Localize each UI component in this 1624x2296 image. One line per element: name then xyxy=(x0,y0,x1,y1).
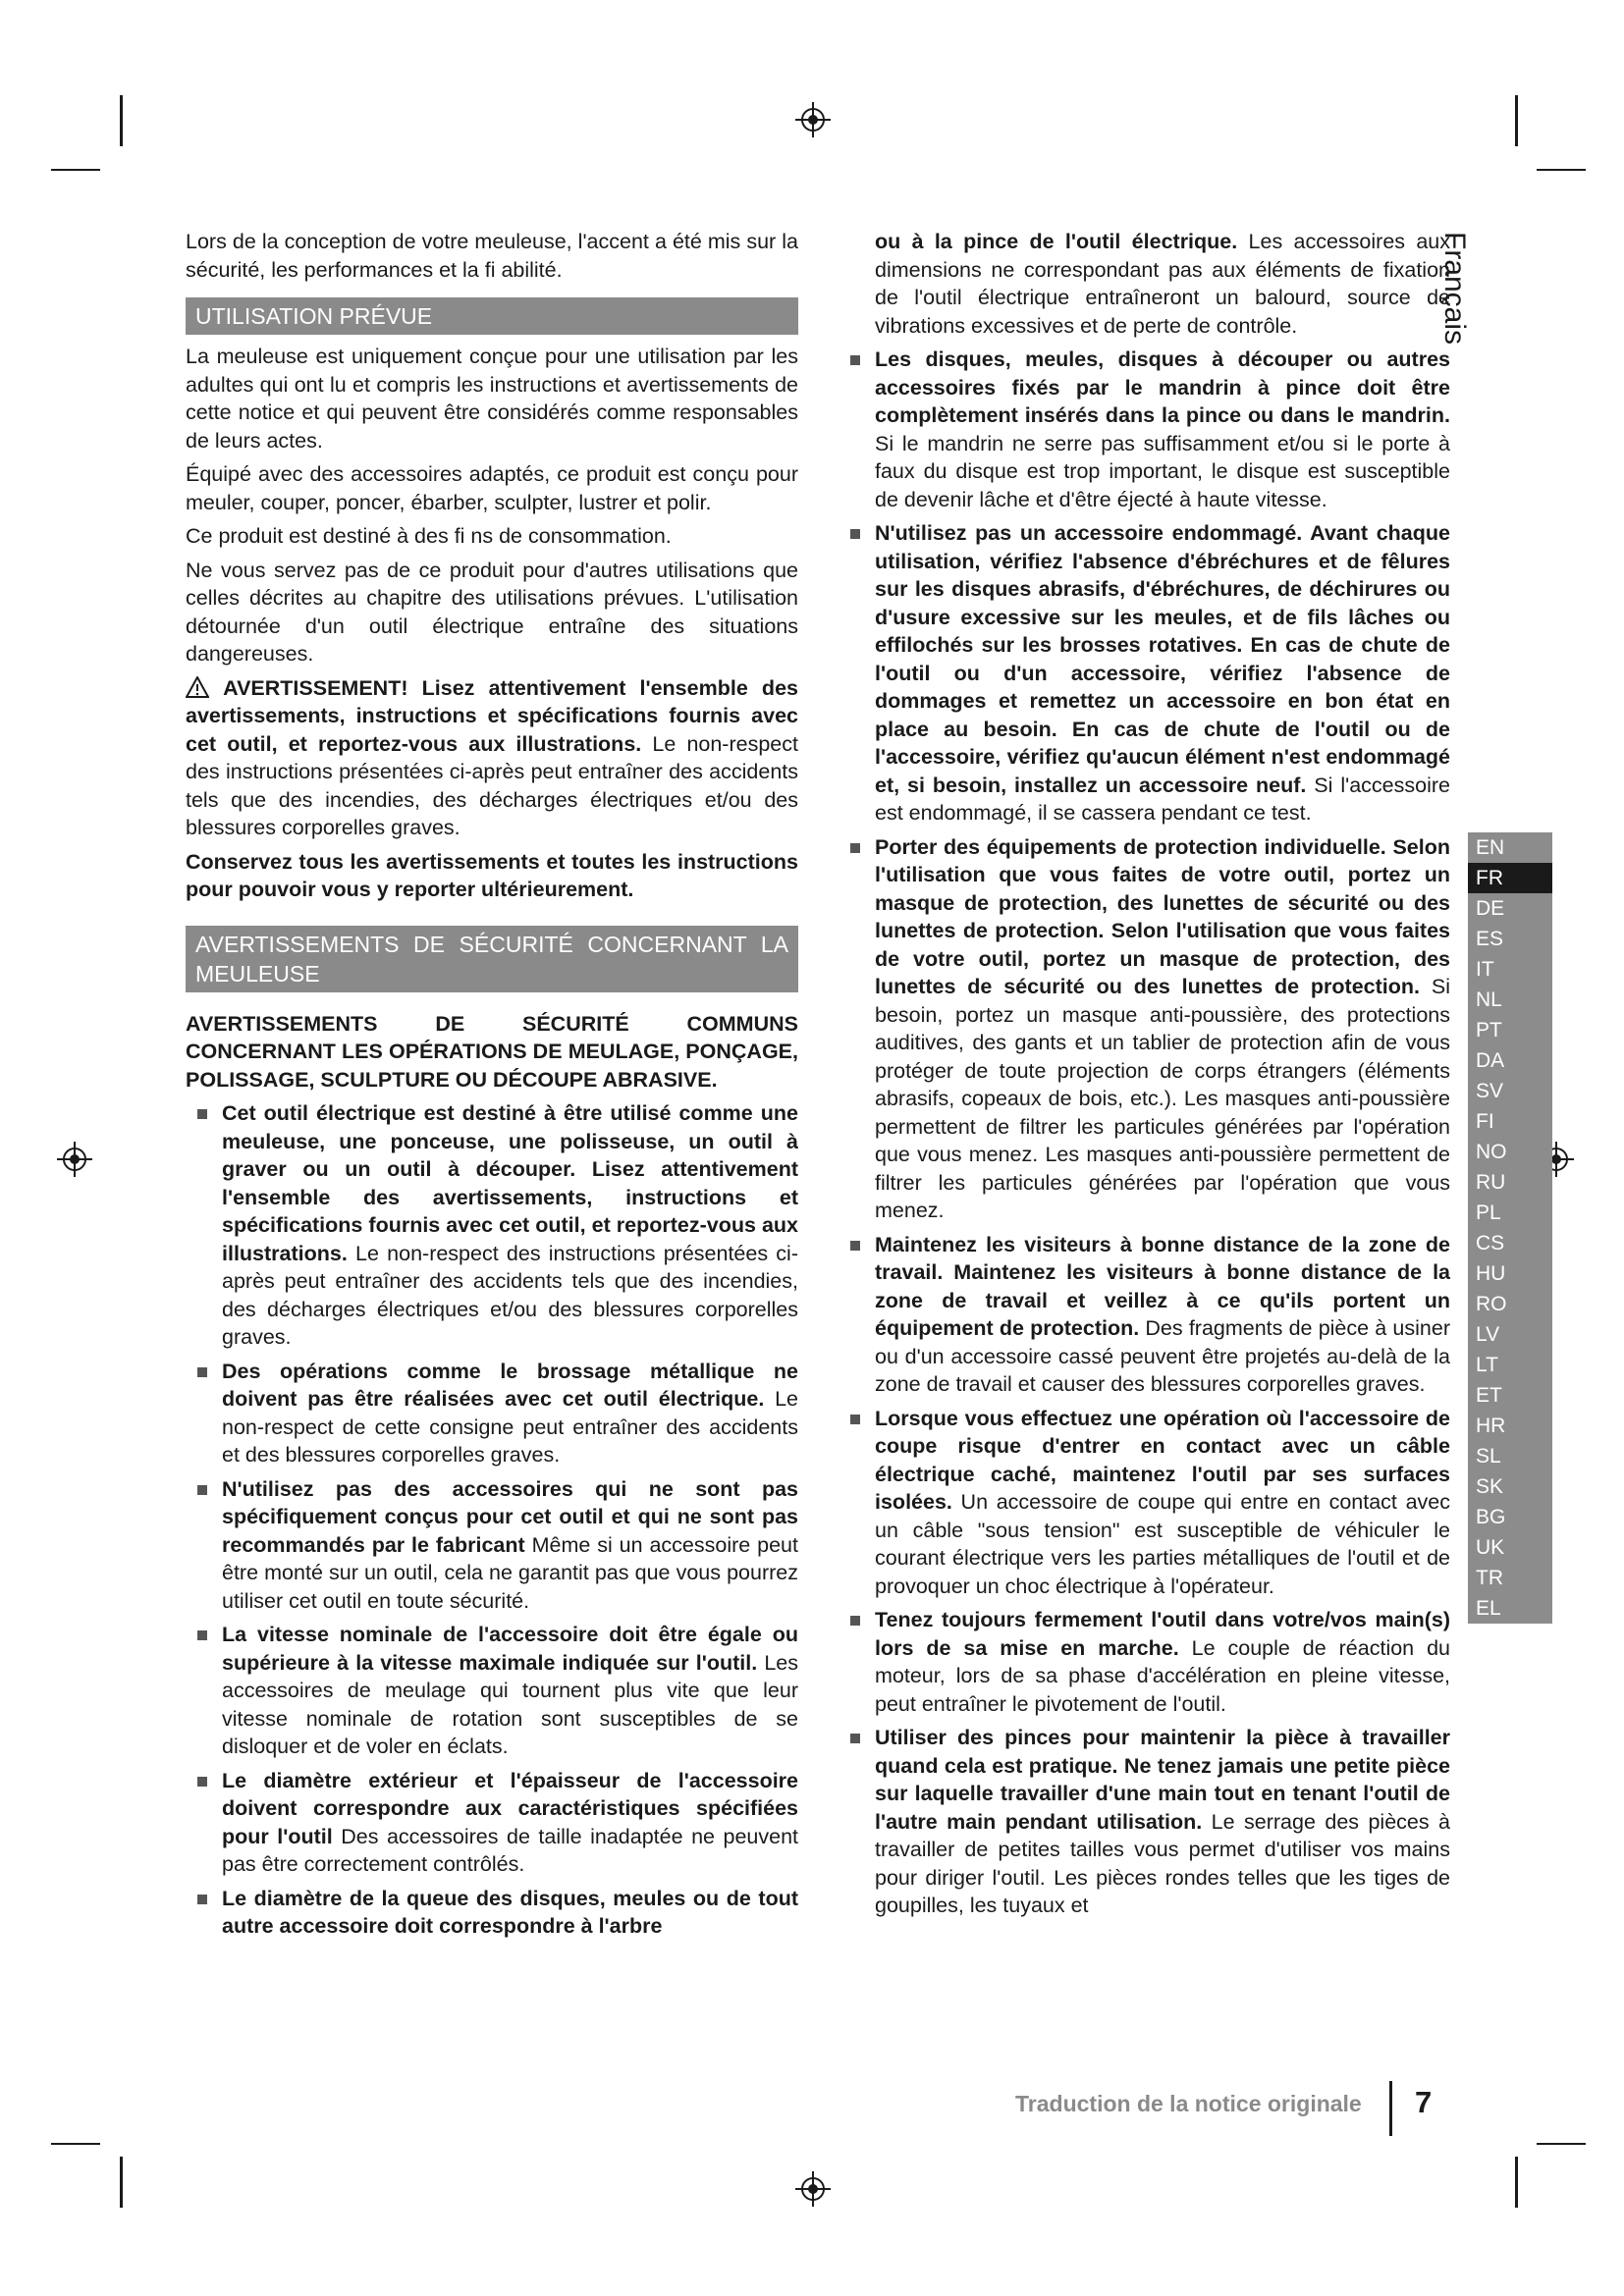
warning-bold: AVERTISSEMENT! Lisez attentivement l'ensemble des avertissements, instructions et spécifications fournis avec cet outil, et reportez-vous aux illustrations. xyxy=(186,675,798,756)
language-tab-bg: BG xyxy=(1468,1502,1552,1532)
bullet-text: Le non-respect des instructions présentées ci-après peut entraîner des accidents tels que des incendies, des décharges électriques et/ou des blessures corporelles graves. xyxy=(222,1241,798,1349)
bullet-bold: Utiliser des pinces pour maintenir la pièce à travailler quand cela est pratique. Ne tenez jamais une petite pièce sur laquelle travailler d'une main tout en tenant l'outil de l'autre main pendant utilisation. xyxy=(875,1726,1450,1834)
language-tab-sk: SK xyxy=(1468,1471,1552,1502)
body-paragraph: Ce produit est destiné à des fi ns de consommation. xyxy=(186,524,672,548)
body-paragraph: Équipé avec des accessoires adaptés, ce produit est conçu pour meuler, couper, poncer, ébarber, sculpter, lustrer et polir. xyxy=(186,462,798,514)
language-tab-ro: RO xyxy=(1468,1289,1552,1319)
bullet-square-icon xyxy=(197,1367,207,1377)
conserve-paragraph xyxy=(186,848,798,904)
language-tab-pl: PL xyxy=(1468,1198,1552,1228)
bullet-item xyxy=(186,1475,798,1616)
common-warnings-heading xyxy=(186,1010,798,1095)
bullet-item xyxy=(839,1405,1450,1601)
continued-text: Les accessoires aux dimensions ne correspondant pas aux éléments de fixation de l'outil électrique entraîneront un balourd, source de vibrations excessives et de perte de contrôle. xyxy=(875,230,1450,338)
bullet-square-icon xyxy=(197,1895,207,1904)
right-bullet-list xyxy=(839,346,1450,1920)
body-paragraph: La meuleuse est uniquement conçue pour une utilisation par les adultes qui ont lu et compris les instructions et avertissements de cette notice et qui peuvent être considérés comme responsables de leurs actes. xyxy=(186,345,798,453)
crop-mark xyxy=(51,2143,100,2145)
language-tabs xyxy=(1468,832,1552,1624)
bullet-item xyxy=(839,1231,1450,1399)
warning-text: Le non-respect des instructions présentées ci-après peut entraîner des accidents tels que des incendies, des décharges électriques et/ou des blessures corporelles graves. xyxy=(186,731,798,839)
section-heading-safety-warnings: AVERTISSEMENTS DE SÉCURITÉ CONCERNANT LA MEULEUSE xyxy=(186,926,798,992)
bullet-bold: Lorsque vous effectuez une opération où l'accessoire de coupe risque d'entrer en contact avec un câble électrique caché, maintenez l'outil par ses surfaces isolées. xyxy=(875,1406,1450,1514)
bullet-item xyxy=(839,1606,1450,1718)
bullet-text: Si besoin, portez un masque anti-poussière, des protections auditives, des gants et un tablier de protection afin de vous protéger de toute projection de corps étrangers (éléments abrasifs, copeaux de bois, etc.). Les masques anti-poussière permettent de filtrer les particules générées par l'opération que vous menez. Les masques anti-poussière permettent de filtrer les particules générées par l'opération que vous menez. xyxy=(875,975,1451,1222)
bullet-text: Même si un accessoire peut être monté sur un outil, cela ne garantit pas que vous pourrez utiliser cet outil en toute sécurité. xyxy=(222,1532,798,1613)
continued-bold: ou à la pince de l'outil électrique. xyxy=(875,230,1238,253)
bullet-text: Le serrage des pièces à travailler de petites tailles vous permet d'utiliser vos mains pour diriger l'outil. Les pièces rondes telles que les tiges de goupilles, les tuyaux et xyxy=(875,1809,1450,1917)
language-tab-ru: RU xyxy=(1468,1167,1552,1198)
bullet-square-icon xyxy=(197,1777,207,1787)
language-tab-sv: SV xyxy=(1468,1076,1552,1106)
language-tab-et: ET xyxy=(1468,1380,1552,1411)
bullet-bold: Les disques, meules, disques à découper ou autres accessoires fixés par le mandrin à pince doit être complètement insérés dans la pince ou dans le mandrin. xyxy=(875,347,1450,427)
bullet-text: Des accessoires de taille inadaptée ne peuvent pas être correctement contrôlés. xyxy=(222,1824,798,1876)
bullet-item xyxy=(186,1885,798,1941)
bullet-text: Les accessoires de meulage qui tournent plus vite que leur vitesse nominale de rotation sont susceptibles de se disloquer et de voler en éclats. xyxy=(222,1650,798,1758)
warning-triangle-icon xyxy=(186,676,209,698)
bullet-bold: Porter des équipements de protection individuelle. Selon l'utilisation que vous faites de votre outil, portez un masque de protection, des lunettes de sécurité ou des lunettes de protection. Selon l'utilisation que vous faites de votre outil, portez un masque de protection, des lunettes de sécurité ou des lunettes de protection. xyxy=(875,834,1450,998)
bullet-item xyxy=(186,1099,798,1352)
left-bullet-list xyxy=(186,1099,798,1941)
footer-divider xyxy=(1389,2081,1392,2136)
bullet-square-icon xyxy=(850,1241,860,1251)
language-tab-en: EN xyxy=(1468,832,1552,863)
side-language-label: Français xyxy=(1438,232,1471,346)
bullet-text: Un accessoire de coupe qui entre en contact avec un câble "sous tension" est susceptible de véhiculer le courant électrique vers les parties métalliques de l'outil et de provoquer un choc électrique à l'opérateur. xyxy=(875,1490,1450,1598)
continued-paragraph xyxy=(875,228,1450,340)
common-heading-text: AVERTISSEMENTS DE SÉCURITÉ COMMUNS CONCERNANT LES OPÉRATIONS DE MEULAGE, PONÇAGE, POLISSAGE, SCULPTURE OU DÉCOUPE ABRASIVE. xyxy=(186,1011,798,1092)
section-heading-intended-use: UTILISATION PRÉVUE xyxy=(186,297,798,335)
bullet-item xyxy=(186,1358,798,1469)
language-tab-no: NO xyxy=(1468,1137,1552,1167)
language-tab-da: DA xyxy=(1468,1045,1552,1076)
language-tab-tr: TR xyxy=(1468,1563,1552,1593)
language-tab-fi: FI xyxy=(1468,1106,1552,1137)
language-tab-it: IT xyxy=(1468,954,1552,985)
crop-mark xyxy=(1515,2157,1518,2208)
conserve-text: Conservez tous les avertissements et toutes les instructions pour pouvoir vous y reporter ultérieurement. xyxy=(186,849,798,901)
language-tab-de: DE xyxy=(1468,893,1552,924)
language-tab-lt: LT xyxy=(1468,1350,1552,1380)
language-tab-hu: HU xyxy=(1468,1258,1552,1289)
registration-mark-icon xyxy=(795,102,831,137)
bullet-square-icon xyxy=(850,843,860,853)
crop-mark xyxy=(120,2157,123,2208)
bullet-bold: Tenez toujours fermement l'outil dans votre/vos main(s) lors de sa mise en marche. xyxy=(875,1608,1450,1660)
bullet-square-icon xyxy=(850,1616,860,1626)
bullet-square-icon xyxy=(850,529,860,539)
language-tab-fr: FR xyxy=(1468,863,1552,893)
intro-paragraph: Lors de la conception de votre meuleuse, l'accent a été mis sur la sécurité, les performances et la fi abilité. xyxy=(186,230,798,282)
bullet-square-icon xyxy=(850,355,860,365)
page-number: 7 xyxy=(1415,2085,1433,2119)
bullet-bold: Maintenez les visiteurs à bonne distance de la zone de travail. Maintenez les visiteurs à bonne distance de la zone de travail et veillez à ce qu'ils portent un équipement de protection. xyxy=(875,1232,1450,1340)
language-tab-nl: NL xyxy=(1468,985,1552,1015)
bullet-item xyxy=(839,1724,1450,1920)
bullet-text: Si le mandrin ne serre pas suffisamment et/ou si le porte à faux du disque est trop important, le disque est susceptible de devenir lâche et d'être éjecté à haute vitesse. xyxy=(875,431,1450,511)
language-tab-uk: UK xyxy=(1468,1532,1552,1563)
language-tab-cs: CS xyxy=(1468,1228,1552,1258)
crop-mark xyxy=(51,169,100,171)
left-column xyxy=(186,228,798,1947)
bullet-item xyxy=(186,1621,798,1761)
bullet-bold: La vitesse nominale de l'accessoire doit être égale ou supérieure à la vitesse maximale indiquée sur l'outil. xyxy=(222,1623,798,1675)
bullet-item xyxy=(839,346,1450,513)
crop-mark xyxy=(120,95,123,146)
language-tab-el: EL xyxy=(1468,1593,1552,1624)
bullet-square-icon xyxy=(850,1734,860,1743)
language-tab-lv: LV xyxy=(1468,1319,1552,1350)
language-tab-pt: PT xyxy=(1468,1015,1552,1045)
footer-translation-note: Traduction de la notice originale xyxy=(1015,2091,1362,2116)
registration-mark-icon xyxy=(57,1142,92,1177)
bullet-item xyxy=(839,519,1450,828)
crop-mark xyxy=(1537,169,1586,171)
body-paragraph: Ne vous servez pas de ce produit pour d'autres utilisations que celles décrites au chapitre des utilisations prévues. L'utilisation détournée d'un outil électrique entraîne des situations dangereuses. xyxy=(186,558,798,666)
warning-paragraph xyxy=(186,674,798,842)
bullet-text: Le non-respect de cette consigne peut entraîner des accidents et des blessures corporelles graves. xyxy=(222,1387,799,1467)
crop-mark xyxy=(1515,95,1518,146)
crop-mark xyxy=(1537,2143,1586,2145)
bullet-square-icon xyxy=(197,1630,207,1640)
bullet-item xyxy=(186,1767,798,1879)
bullet-text: Le couple de réaction du moteur, lors de sa phase d'accélération en pleine vitesse, peut entraîner le pivotement de l'outil. xyxy=(875,1635,1450,1716)
bullet-text: Si l'accessoire est endommagé, il se cassera pendant ce test. xyxy=(875,773,1450,825)
bullet-square-icon xyxy=(197,1109,207,1119)
bullet-item xyxy=(839,833,1450,1225)
registration-mark-icon xyxy=(795,2171,831,2207)
bullet-bold: N'utilisez pas des accessoires qui ne sont pas spécifiquement conçus pour cet outil et qui ne sont pas recommandés par le fabricant xyxy=(222,1476,798,1557)
bullet-bold: Le diamètre de la queue des disques, meules ou de tout autre accessoire doit correspondre à l'arbre xyxy=(222,1886,798,1938)
bullet-text: Des fragments de pièce à usiner ou d'un accessoire cassé peuvent être projetés au-delà de la zone de travail et causer des blessures corporelles graves. xyxy=(875,1316,1450,1396)
right-column xyxy=(875,228,1450,1926)
bullet-bold: Cet outil électrique est destiné à être utilisé comme une meuleuse, une ponceuse, une polisseuse, un outil à graver ou un outil à découper. Lisez attentivement l'ensemble des avertissements, instructions et spécifications fournis avec cet outil, et reportez-vous aux illustrations. xyxy=(222,1101,798,1265)
language-tab-es: ES xyxy=(1468,924,1552,954)
bullet-square-icon xyxy=(197,1485,207,1495)
bullet-square-icon xyxy=(850,1415,860,1424)
language-tab-sl: SL xyxy=(1468,1441,1552,1471)
bullet-bold: Des opérations comme le brossage métallique ne doivent pas être réalisées avec cet outil électrique. xyxy=(222,1359,798,1411)
bullet-bold: Le diamètre extérieur et l'épaisseur de l'accessoire doivent correspondre aux caractéristiques spécifiées pour l'outil xyxy=(222,1768,798,1848)
bullet-bold: N'utilisez pas un accessoire endommagé. Avant chaque utilisation, vérifiez l'absence d'ébréchures et de fêlures sur les disques abrasifs, d'ébréchures, de déchirures ou d'usure excessive sur les meules, et de fils lâches ou effilochés sur les brosses rotatives. En cas de chute de l'outil ou d'un accessoire, vérifiez l'absence de dommages et remettez un accessoire en bon état en place au besoin. En cas de chute de l'outil ou de l'accessoire, vérifiez qu'aucun élément n'est endommagé et, si besoin, installez un accessoire neuf. xyxy=(875,521,1450,797)
language-tab-hr: HR xyxy=(1468,1411,1552,1441)
